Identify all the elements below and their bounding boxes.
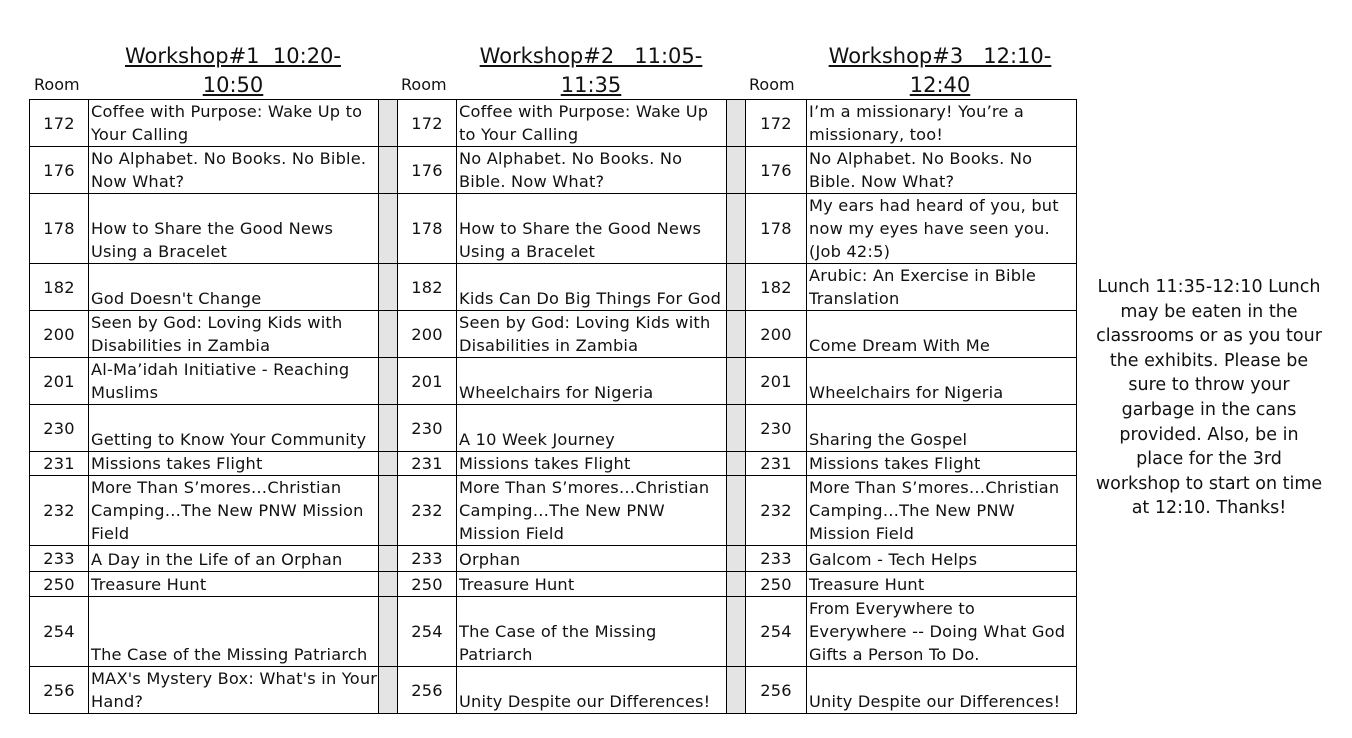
workshop-1-session: Al-Ma’idah Initiative - Reaching Muslims bbox=[89, 358, 379, 405]
room-number: 178 bbox=[746, 194, 807, 264]
room-number: 200 bbox=[30, 311, 89, 358]
room-number: 232 bbox=[30, 476, 89, 546]
table-row bbox=[30, 358, 1077, 405]
column-separator bbox=[727, 147, 746, 194]
workshop-2-session: The Case of the Missing Patriarch bbox=[457, 597, 727, 667]
column-separator bbox=[727, 100, 746, 147]
workshop-1-session: How to Share the Good News Using a Bracelet bbox=[89, 194, 379, 264]
room-number: 178 bbox=[30, 194, 89, 264]
workshop-2-session: Kids Can Do Big Things For God bbox=[457, 264, 727, 311]
room-number: 232 bbox=[746, 476, 807, 546]
table-row bbox=[30, 667, 1077, 714]
room-number: 178 bbox=[398, 194, 457, 264]
room-label-3: Room bbox=[749, 75, 795, 94]
column-separator bbox=[379, 311, 398, 358]
workshop-2-session: Seen by God: Loving Kids with Disabilities in Zambia bbox=[457, 311, 727, 358]
schedule-table bbox=[29, 99, 1077, 714]
column-separator bbox=[727, 405, 746, 452]
workshop-2-session: Unity Despite our Differences! bbox=[457, 667, 727, 714]
lunch-note: Lunch 11:35-12:10 Lunch may be eaten in the classrooms or as you tour the exhibits. Please be sure to throw your garbage in the cans provided. Also, be in place for the 3rd workshop to start on time at 12:10. Thanks! bbox=[1095, 277, 1323, 519]
room-number: 233 bbox=[746, 546, 807, 572]
room-number: 201 bbox=[398, 358, 457, 405]
room-number: 250 bbox=[30, 572, 89, 597]
workshop-1-header-line2: 10:50 bbox=[202, 73, 264, 97]
column-separator bbox=[727, 194, 746, 264]
room-number: 250 bbox=[398, 572, 457, 597]
table-row bbox=[30, 311, 1077, 358]
workshop-2-session: Missions takes Flight bbox=[457, 452, 727, 476]
column-separator bbox=[727, 667, 746, 714]
workshop-2-header-line1: Workshop#2 11:05- bbox=[479, 44, 703, 68]
room-number: 201 bbox=[746, 358, 807, 405]
workshop-1-session: Coffee with Purpose: Wake Up to Your Calling bbox=[89, 100, 379, 147]
column-separator bbox=[379, 597, 398, 667]
workshop-1-session: The Case of the Missing Patriarch bbox=[89, 597, 379, 667]
room-number: 200 bbox=[746, 311, 807, 358]
room-number: 182 bbox=[746, 264, 807, 311]
room-number: 256 bbox=[746, 667, 807, 714]
workshop-3-header bbox=[795, 42, 1085, 100]
table-row bbox=[30, 100, 1077, 147]
workshop-1-session: More Than S’mores…Christian Camping…The New PNW Mission Field bbox=[89, 476, 379, 546]
workshop-3-session: Sharing the Gospel bbox=[807, 405, 1077, 452]
column-separator bbox=[727, 597, 746, 667]
workshop-1-session: Seen by God: Loving Kids with Disabilities in Zambia bbox=[89, 311, 379, 358]
column-separator bbox=[727, 264, 746, 311]
room-number: 182 bbox=[398, 264, 457, 311]
room-label-1: Room bbox=[34, 75, 80, 94]
room-number: 230 bbox=[398, 405, 457, 452]
workshop-1-session: No Alphabet. No Books. No Bible. Now What? bbox=[89, 147, 379, 194]
workshop-2-session: Wheelchairs for Nigeria bbox=[457, 358, 727, 405]
room-number: 200 bbox=[398, 311, 457, 358]
room-number: 172 bbox=[30, 100, 89, 147]
table-row bbox=[30, 572, 1077, 597]
workshop-3-session: Arubic: An Exercise in Bible Translation bbox=[807, 264, 1077, 311]
table-row bbox=[30, 194, 1077, 264]
room-number: 201 bbox=[30, 358, 89, 405]
column-separator bbox=[379, 476, 398, 546]
workshop-1-session: Missions takes Flight bbox=[89, 452, 379, 476]
workshop-2-session: No Alphabet. No Books. No Bible. Now What? bbox=[457, 147, 727, 194]
table-row bbox=[30, 264, 1077, 311]
room-number: 172 bbox=[746, 100, 807, 147]
room-number: 256 bbox=[30, 667, 89, 714]
workshop-2-session: Orphan bbox=[457, 546, 727, 572]
workshop-3-header-line2: 12:40 bbox=[909, 73, 971, 97]
room-number: 230 bbox=[30, 405, 89, 452]
table-row bbox=[30, 597, 1077, 667]
table-row bbox=[30, 147, 1077, 194]
column-separator bbox=[379, 147, 398, 194]
workshop-3-session: Come Dream With Me bbox=[807, 311, 1077, 358]
workshop-3-session: My ears had heard of you, but now my eyes have seen you. (Job 42:5) bbox=[807, 194, 1077, 264]
workshop-1-session: Getting to Know Your Community bbox=[89, 405, 379, 452]
table-row bbox=[30, 546, 1077, 572]
column-separator bbox=[727, 358, 746, 405]
column-separator bbox=[727, 311, 746, 358]
table-row bbox=[30, 452, 1077, 476]
workshop-3-session: Missions takes Flight bbox=[807, 452, 1077, 476]
workshop-3-header-line1: Workshop#3 12:10- bbox=[828, 44, 1052, 68]
column-separator bbox=[379, 405, 398, 452]
workshop-2-session: More Than S’mores…Christian Camping…The New PNW Mission Field bbox=[457, 476, 727, 546]
room-number: 230 bbox=[746, 405, 807, 452]
room-number: 233 bbox=[30, 546, 89, 572]
room-number: 232 bbox=[398, 476, 457, 546]
room-number: 231 bbox=[30, 452, 89, 476]
workshop-3-session: I’m a missionary! You’re a missionary, too! bbox=[807, 100, 1077, 147]
column-separator bbox=[727, 476, 746, 546]
column-separator bbox=[379, 264, 398, 311]
room-number: 176 bbox=[746, 147, 807, 194]
workshop-1-header bbox=[88, 42, 378, 100]
workshop-3-session: No Alphabet. No Books. No Bible. Now What? bbox=[807, 147, 1077, 194]
workshop-3-session: From Everywhere to Everywhere -- Doing What God Gifts a Person To Do. bbox=[807, 597, 1077, 667]
room-number: 254 bbox=[746, 597, 807, 667]
column-separator bbox=[727, 546, 746, 572]
column-separator bbox=[727, 572, 746, 597]
column-separator bbox=[379, 572, 398, 597]
workshop-2-session: A 10 Week Journey bbox=[457, 405, 727, 452]
workshop-1-session: MAX's Mystery Box: What's in Your Hand? bbox=[89, 667, 379, 714]
room-number: 256 bbox=[398, 667, 457, 714]
workshop-1-session: God Doesn't Change bbox=[89, 264, 379, 311]
workshop-2-header bbox=[446, 42, 736, 100]
column-separator bbox=[379, 100, 398, 147]
workshop-1-session: A Day in the Life of an Orphan bbox=[89, 546, 379, 572]
room-number: 231 bbox=[746, 452, 807, 476]
room-label-2: Room bbox=[401, 75, 447, 94]
workshop-2-session: Coffee with Purpose: Wake Up to Your Calling bbox=[457, 100, 727, 147]
room-number: 182 bbox=[30, 264, 89, 311]
workshop-3-session: Treasure Hunt bbox=[807, 572, 1077, 597]
column-separator bbox=[727, 452, 746, 476]
workshop-1-header-line1: Workshop#1 10:20- bbox=[124, 44, 341, 68]
room-number: 254 bbox=[398, 597, 457, 667]
workshop-2-session: Treasure Hunt bbox=[457, 572, 727, 597]
room-number: 250 bbox=[746, 572, 807, 597]
workshop-1-session: Treasure Hunt bbox=[89, 572, 379, 597]
workshop-3-session: Unity Despite our Differences! bbox=[807, 667, 1077, 714]
room-number: 172 bbox=[398, 100, 457, 147]
column-separator bbox=[379, 358, 398, 405]
workshop-2-header-line2: 11:35 bbox=[560, 73, 622, 97]
table-row bbox=[30, 476, 1077, 546]
room-number: 254 bbox=[30, 597, 89, 667]
room-number: 231 bbox=[398, 452, 457, 476]
workshop-3-session: More Than S’mores…Christian Camping…The New PNW Mission Field bbox=[807, 476, 1077, 546]
room-number: 233 bbox=[398, 546, 457, 572]
column-separator bbox=[379, 667, 398, 714]
workshop-3-session: Wheelchairs for Nigeria bbox=[807, 358, 1077, 405]
room-number: 176 bbox=[30, 147, 89, 194]
workshop-2-session: How to Share the Good News Using a Bracelet bbox=[457, 194, 727, 264]
column-separator bbox=[379, 546, 398, 572]
column-separator bbox=[379, 194, 398, 264]
workshop-3-session: Galcom - Tech Helps bbox=[807, 546, 1077, 572]
room-number: 176 bbox=[398, 147, 457, 194]
column-separator bbox=[379, 452, 398, 476]
table-row bbox=[30, 405, 1077, 452]
